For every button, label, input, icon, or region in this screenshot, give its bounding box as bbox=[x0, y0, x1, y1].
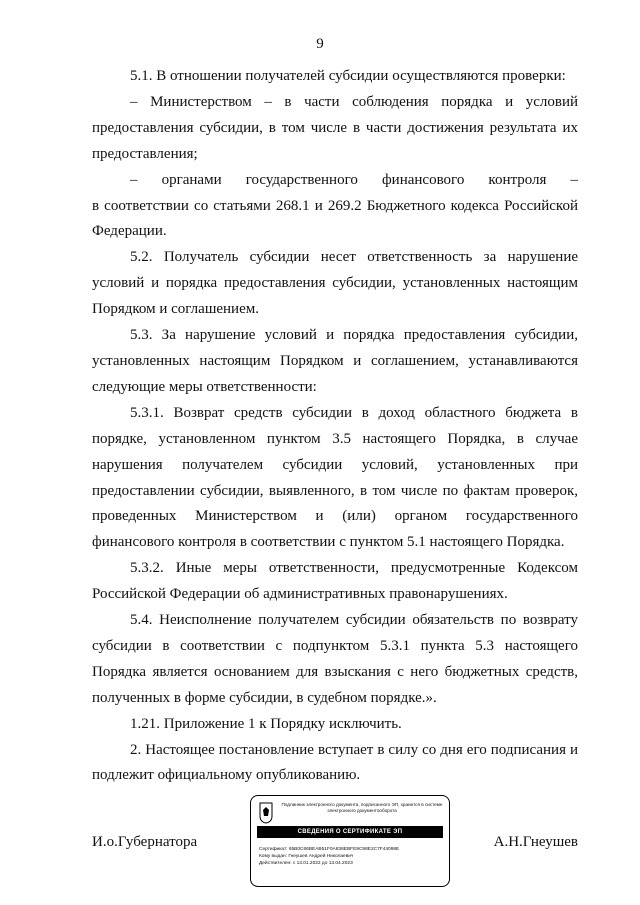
stamp-header: Подлинник электронного документа, подписанного ЭП, хранится в системе электронного документооборота bbox=[281, 802, 443, 813]
coat-of-arms-icon bbox=[259, 802, 273, 824]
paragraph-ministry: – Министерством – в части соблюдения порядка и условий предоставления субсидии, в том числе в части достижения результата их предоставления; bbox=[92, 93, 578, 162]
paragraph-5-3: 5.3. За нарушение условий и порядка предоставления субсидии, установленных настоящим Порядком и соглашением, устанавливаются следующие меры ответственности: bbox=[92, 327, 578, 395]
signature-name: А.Н.Гнеушев bbox=[493, 834, 578, 850]
document-body bbox=[92, 64, 578, 789]
page-number: 9 bbox=[316, 36, 324, 52]
paragraph-5-2: 5.2. Получатель субсидии несет ответственность за нарушение условий и порядка предоставления субсидии, установленных настоящим Порядком и соглашением. bbox=[92, 249, 578, 318]
paragraph-5-1: 5.1. В отношении получателей субсидии осуществляются проверки: bbox=[130, 68, 566, 84]
paragraph-2: 2. Настоящее постановление вступает в силу со дня его подписания и подлежит официальному опубликованию. bbox=[92, 741, 578, 784]
paragraph-5-3-1: 5.3.1. Возврат средств субсидии в доход областного бюджета в порядке, установленном пунктом 3.5 настоящего Порядка, в случае нарушения получателем субсидии условий, установленных при предоставлении субсидии, выявленного, в том числе по фактам проверок, проведенных Министерством и (или) органом государственного финансового контроля в соответствии с пунктом 5.1 настоящего Порядка. bbox=[92, 404, 578, 551]
signature-title: И.о.Губернатора bbox=[92, 834, 198, 850]
paragraph-5-4: 5.4. Неисполнение получателем субсидии обязательств по возврату субсидии в соответствии с подпунктом 5.3.1 пункта 5.3 настоящего Порядка является основанием для взыскания с него бюджетных средств, полученных в форме субсидии, в судебном порядке.». bbox=[92, 612, 578, 706]
stamp-issued-to: Кому выдан: Гнеушев Андрей Николаевич bbox=[259, 854, 354, 859]
stamp-valid: Действителен: с 13.01.2022 до 13.04.2023 bbox=[259, 861, 353, 866]
paragraph-5-3-2: 5.3.2. Иные меры ответственности, предусмотренные Кодексом Российской Федерации об административных правонарушениях. bbox=[92, 560, 578, 603]
stamp-certificate: Сертификат: 65B0C66BEAB51F0A838EBFE9C98E2C7F44098E bbox=[259, 847, 400, 852]
paragraph-control-organs: – органами государственного финансового контроля – bbox=[130, 171, 578, 188]
electronic-signature-stamp bbox=[250, 795, 450, 887]
paragraph-1-21: 1.21. Приложение 1 к Порядку исключить. bbox=[130, 715, 402, 732]
paragraph-budget-code: в соответствии со статьями 268.1 и 269.2 Бюджетного кодекса Российской Федерации. bbox=[92, 197, 578, 240]
stamp-bar: СВЕДЕНИЯ О СЕРТИФИКАТЕ ЭП bbox=[257, 826, 443, 838]
